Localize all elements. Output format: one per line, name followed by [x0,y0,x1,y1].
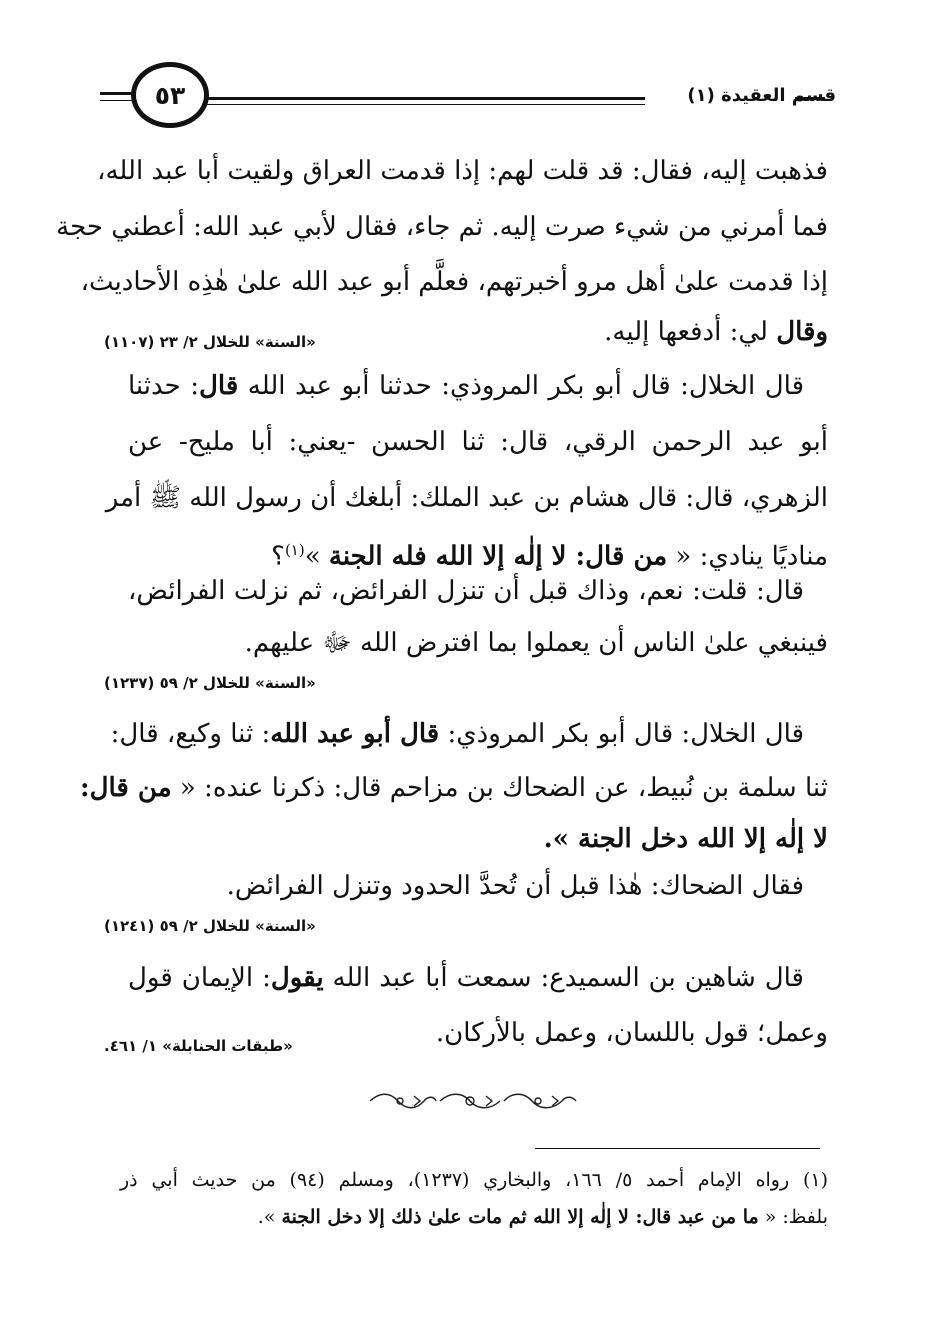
header-rule-middle-thin [205,104,645,105]
text-span: : حدثنا [128,371,200,401]
bold-word: يقول [270,963,324,993]
text-line [128,962,804,994]
text-line: إذا قدمت علىٰ أهل مرو أخبرتهم، فعلَّم أبو عبد الله علىٰ هٰذِه الأحاديث، [80,267,828,297]
text-line [80,772,828,804]
text-line: فذهبت إليه، فقال: قد قلت لهم: إذا قدمت العراق ولقيت أبا عبد الله، [97,156,828,186]
text-span: » [304,541,329,572]
text-line [128,370,804,402]
footnote-line: (١) رواه الإمام أحمد ٥/ ١٦٦، والبخاري (١٢٣٧)، ومسلم (٩٤) من حديث أبي ذر [120,1169,829,1191]
bold-quote: من قال: [80,773,172,803]
text-span: لي: أدفعها إليه. [604,317,777,347]
text-span: قال الخلال: قال أبو بكر المروذي: حدثنا أبو عبد الله [238,371,804,401]
running-title: قسم العقيدة (١) [687,85,836,106]
text-span: مناديًا ينادي: « [667,541,828,572]
bold-phrase: قال أبو عبد الله [270,719,440,749]
bold-quote: لا إلٰه إلا الله دخل الجنة » [552,824,828,854]
text-span: : ثنا وكيع، قال: [110,719,271,749]
text-line: فقال الضحاك: هٰذا قبل أن تُحدَّ الحدود وتنزل الفرائض. [226,871,804,901]
text-line [110,718,804,750]
text-line [128,534,828,573]
bold-word: وقال [776,317,828,347]
text-line: الزهري، قال: قال هشام بن عبد الملك: أبلغك أن رسول الله ﷺ أمر [105,483,828,513]
header-rule-middle [205,97,645,100]
text-span: ؟ [271,541,285,572]
text-span: قال الخلال: قال أبو بكر المروذي: [439,719,804,749]
source-citation: «السنة» للخلال ٢/ ٥٩ (١٢٣٧) [104,674,316,692]
text-line [128,823,828,855]
text-line: وعمل؛ قول باللسان، وعمل بالأركان. [435,1018,828,1048]
text-span: : الإيمان قول [128,963,271,993]
source-citation: «السنة» للخلال ٢/ ٢٣ (١١٠٧) [104,333,316,351]
page-number: ٥٣ [131,62,209,128]
text-span: قال شاهين بن السميدع: سمعت أبا عبد الله [323,963,804,993]
text-line: أبو عبد الرحمن الرقي، قال: ثنا الحسن -يعني: أبا مليح- عن [128,427,828,457]
bold-quote: ما من عبد قال: لا إلٰه إلا الله ثم مات علىٰ ذلك إلا دخل الجنة [281,1206,759,1228]
footnote-line [258,1202,828,1232]
bold-quote: من قال: لا إلٰه إلا الله فله الجنة [328,541,668,572]
text-span: ». [257,1206,282,1228]
text-span: بلفظ: « [758,1206,828,1228]
text-line: فما أمرني من شيء صرت إليه. ثم جاء، فقال لأبي عبد الله: أعطني حجة [56,212,828,242]
footnote-separator [535,1148,820,1149]
text-span: ثنا سلمة بن نُبيط، عن الضحاك بن مزاحم قال: ذكرنا عنده: « [171,773,828,803]
text-span: . [543,824,553,854]
footnote-marker: (١) [284,541,305,559]
source-citation: «طبقات الحنابلة» ١/ ٤٦١. [104,1037,293,1055]
bold-word: قال [199,371,239,401]
divider-ornament-icon [366,1090,580,1112]
source-citation: «السنة» للخلال ٢/ ٥٩ (١٢٤١) [104,917,316,935]
text-line: قال: قلت: نعم، وذاك قبل أن تنزل الفرائض، ثم نزلت الفرائض، [128,576,804,606]
text-line: فينبغي علىٰ الناس أن يعملوا بما افترض الله ﷻ عليهم. [244,628,828,658]
